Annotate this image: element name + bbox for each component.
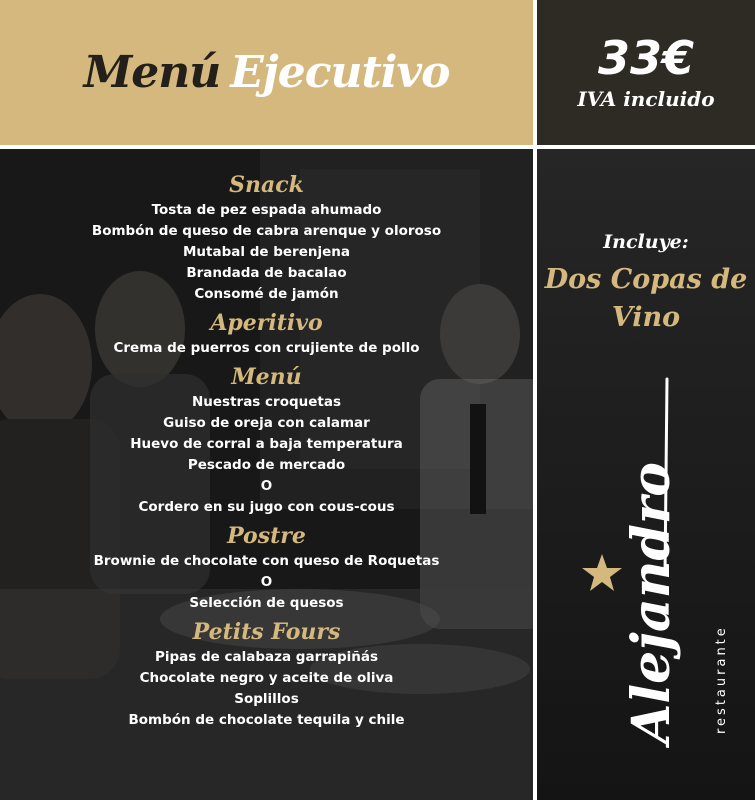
menu-section-petits-fours: [0, 617, 533, 731]
menu-item: Guiso de oreja con calamar: [163, 415, 370, 431]
menu-item-or: O: [260, 478, 273, 494]
menu-item: Nuestras croquetas: [191, 394, 342, 410]
logo-subtitle-text: restaurante: [714, 625, 729, 734]
menu-item: Huevo de corral a baja temperatura: [130, 436, 403, 452]
menu-list: [0, 167, 533, 731]
menu-item: Consomé de jamón: [194, 286, 339, 302]
price-note: IVA incluido: [577, 86, 715, 111]
menu-photo-panel: [0, 149, 533, 800]
menu-section-snack: [0, 170, 533, 305]
section-title: Aperitivo: [210, 310, 323, 336]
menu-item: Brownie de chocolate con queso de Roquetas: [93, 553, 440, 569]
section-title: Postre: [227, 523, 306, 549]
title-part-ejecutivo: Ejecutivo: [230, 47, 450, 98]
vertical-divider: [533, 0, 537, 800]
menu-item: Chocolate negro y aceite de oliva: [139, 670, 394, 686]
menu-section-menu: [0, 362, 533, 518]
side-panel: [537, 149, 755, 800]
includes-label: Incluye:: [603, 231, 689, 253]
title-part-menu: Menú: [83, 47, 221, 98]
menu-item: Bombón de queso de cabra arenque y oloroso: [91, 223, 442, 239]
menu-item: Cordero en su jugo con cous-cous: [138, 499, 395, 515]
menu-item: Bombón de chocolate tequila y chile: [128, 712, 405, 728]
restaurant-logo: [577, 374, 747, 754]
includes-value: Dos Copas de Vino: [544, 264, 748, 333]
section-title: Petits Fours: [192, 619, 341, 645]
menu-item: Pipas de calabaza garrapiñás: [154, 649, 379, 665]
price-value: 33€: [597, 30, 695, 85]
section-title: Menú: [231, 364, 302, 390]
star-icon: [582, 554, 622, 591]
menu-item: Tosta de pez espada ahumado: [151, 202, 382, 218]
menu-item-or: O: [260, 574, 273, 590]
header-title-panel: [0, 0, 533, 145]
menu-item: Selección de quesos: [189, 595, 344, 611]
menu-item: Brandada de bacalao: [186, 265, 347, 281]
logo-brand-text: Alejandro: [621, 462, 682, 744]
menu-section-aperitivo: [0, 308, 533, 359]
menu-section-postre: [0, 521, 533, 614]
horizontal-divider: [0, 145, 755, 149]
menu-item: Mutabal de berenjena: [183, 244, 350, 260]
menu-item: Pescado de mercado: [187, 457, 346, 473]
price-panel: [537, 0, 755, 145]
section-title: Snack: [229, 172, 304, 198]
menu-item: Soplillos: [234, 691, 299, 707]
menu-item: Crema de puerros con crujiente de pollo: [113, 340, 420, 356]
page-title: [84, 47, 450, 98]
